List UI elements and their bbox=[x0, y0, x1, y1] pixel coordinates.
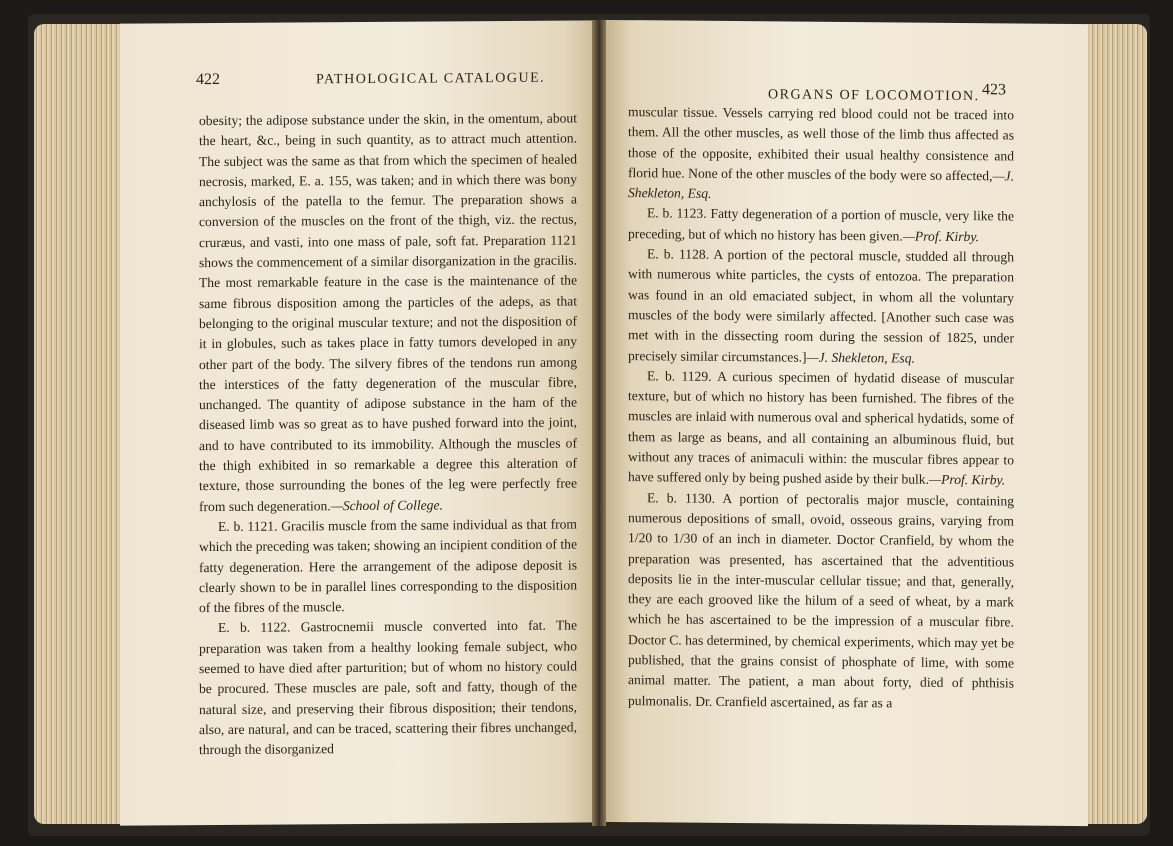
paragraph-reference: —J. Shekleton, Esq. bbox=[806, 349, 915, 366]
paragraph-text: E. b. 1122. Gastrocnemii muscle converted into fat. The preparation was taken from a healthy looking female subject, who seemed to have died after parturition; but of whom no history could be procured. These muscles are pale, soft and fatty, though of the natural size, and preserving their fibrous disposition; their tendons, also, are natural, and can be traced, scattering their fibres unchanged, through the disorganized bbox=[199, 617, 577, 758]
paragraph bbox=[628, 488, 1014, 715]
left-page-number: 422 bbox=[196, 70, 220, 89]
paragraph bbox=[628, 102, 1014, 207]
paragraph-text: E. b. 1123. Fatty degeneration of a portion of muscle, very like the preceding, but of which no history has been given. bbox=[628, 205, 1014, 244]
book-gutter bbox=[592, 20, 606, 826]
left-page-text bbox=[199, 108, 577, 760]
left-running-head: PATHOLOGICAL CATALOGUE. bbox=[316, 70, 546, 88]
paragraph-text: muscular tissue. Vessels carrying red blood could not be traced into them. All the other muscles, as well those of the limb thus affected as those of the opposite, exhibited their usual healthy consistence and florid hue. None of the other muscles of the body were so affected, bbox=[628, 104, 1014, 184]
left-page bbox=[120, 20, 598, 825]
page-edges-left bbox=[34, 24, 130, 824]
paragraph bbox=[199, 616, 577, 761]
paragraph-text: E. b. 1129. A curious specimen of hydatid disease of muscular texture, but of which no history has been furnished. The fibres of the muscles are inlaid with numerous oval and spherical hydatids, some of them as large as beans, and all containing an albuminous fluid, but without any traces of animaculi within: the muscular fibres appear to have suffered only by being pushed aside by their bulk. bbox=[628, 368, 1014, 488]
right-running-head: ORGANS OF LOCOMOTION. bbox=[768, 87, 980, 105]
paragraph bbox=[628, 204, 1014, 248]
right-page-number: 423 bbox=[982, 81, 1006, 99]
right-page bbox=[598, 20, 1088, 826]
paragraph-text: E. b. 1121. Gracilis muscle from the same individual as that from which the preceding was taken; showing an incipient condition of the fatty degeneration. Here the arrangement of the adipose deposit is clearly shown to be in parallel lines corresponding to the disposition of the fibres of the muscle. bbox=[199, 516, 577, 616]
paragraph-text: E. b. 1130. A portion of pectoralis major muscle, containing numerous depositions of small, ovoid, osseous grains, varying from 1/20 to 1/30 of an inch in diameter. Doctor Cranfield, by whom the preparation was presented, has ascertained that the adventitious deposits lie in the inter-muscular cellular tissue; and that, generally, they are each grooved like the hilum of a seed of wheat, by a mark which he has ascertained to be the impression of a muscular fibre. Doctor C. has determined, by chemical experiments, which may yet be published, that the grains consist of phosphate of lime, with some animal matter. The patient, a man about forty, died of phthisis pulmonalis. Dr. Cranfield ascertained, as far as a bbox=[628, 489, 1014, 711]
paragraph bbox=[199, 514, 577, 618]
paragraph bbox=[628, 244, 1014, 369]
paragraph bbox=[628, 366, 1014, 491]
page-edges-right bbox=[1085, 24, 1147, 824]
paragraph-reference: —J. Shekleton, Esq. bbox=[628, 168, 1014, 202]
paragraph-text: E. b. 1128. A portion of the pectoral muscle, studded all through with numerous white particles, the cysts of entozoa. The preparation was found in an old emaciated subject, in whom all the voluntary muscles of the body were similarly affected. [Another such case was met with in the dissecting room during the session of 1825, under precisely similar circumstances.] bbox=[628, 246, 1014, 365]
paragraph-reference: —School of College. bbox=[330, 497, 443, 513]
paragraph-reference: —Prof. Kirby. bbox=[929, 472, 1006, 488]
paragraph-text: obesity; the adipose substance under the skin, in the omentum, about the heart, &c., being in such quantity, as to attract much attention. The subject was the same as that from which the specimen of healed necrosis, marked, E. a. 155, was taken; and in which there was bony anchylosis of the patella to the femur. The preparation shows a conversion of the muscles on the front of the thigh, viz. the rectus, cruræus, and vasti, into one mass of pale, soft fat. Preparation 1121 shows the commencement of a similar disorganization in the gracilis. The most remarkable feature in the case is the maintenance of the same fibrous disposition among the particles of the adeps, as that belonging to the original muscular texture; and not the disposition of it in globules, such as takes place in fatty tumors developed in any other part of the body. The silvery fibres of the tendons run among the interstices of the fatty degeneration of the muscular fibre, unchanged. The quantity of adipose substance in the ham of the diseased limb was so great as to have pushed forward into the joint, and to have contributed to its immobility. Although the muscles of the thigh exhibited in so remarkable a degree this alteration of texture, those surrounding the bones of the leg were perfectly free from such degeneration. bbox=[199, 110, 577, 514]
right-page-text bbox=[628, 102, 1014, 714]
paragraph-reference: —Prof. Kirby. bbox=[902, 228, 980, 244]
paragraph bbox=[199, 108, 577, 517]
